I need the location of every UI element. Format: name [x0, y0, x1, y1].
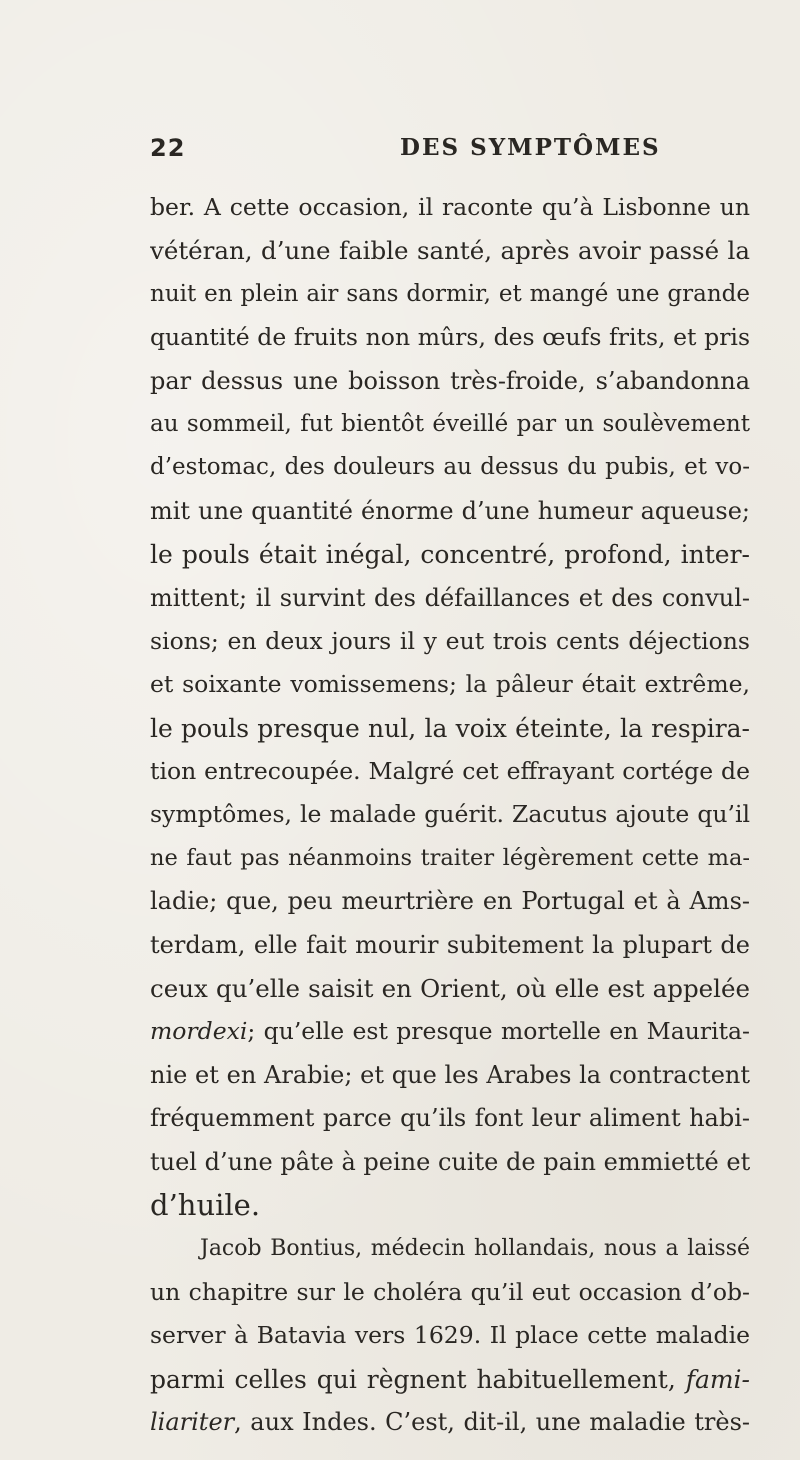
- text-line: terdam, elle fait mourir subitement la plupart de: [150, 930, 750, 959]
- italic-term: fami-: [685, 1364, 750, 1394]
- line-rest: ; qu’elle est presque mortelle en Maurita-: [247, 1017, 750, 1046]
- text-line: nie et en Arabie; et que les Arabes la contractent: [150, 1060, 750, 1089]
- text-line: [150, 1401, 750, 1444]
- running-head: DES SYMPTÔMES: [400, 134, 661, 161]
- text-line: mit une quantité énorme d’une humeur aqueuse;: [150, 496, 750, 525]
- text-line: tion entrecoupée. Malgré cet effrayant cortége de: [150, 757, 750, 786]
- italic-term: mordexi: [150, 1017, 248, 1046]
- body-text: [150, 186, 750, 1444]
- page-header: [150, 134, 750, 174]
- page-number: 22: [150, 134, 186, 162]
- text-line: au sommeil, fut bientôt éveillé par un soulèvement: [150, 410, 750, 437]
- text-line: [150, 1358, 750, 1401]
- text-line: ceux qu’elle saisit en Orient, où elle est appelée: [150, 974, 750, 1004]
- text-line: par dessus une boisson très-froide, s’abandonna: [150, 366, 750, 395]
- text-line: tuel d’une pâte à peine cuite de pain emmietté et: [150, 1147, 750, 1176]
- text-line: ne faut pas néanmoins traiter légèrement cette ma-: [150, 844, 750, 871]
- text-line: quantité de fruits non mûrs, des œufs frits, et pris: [150, 323, 750, 352]
- text-line: ladie; que, peu meurtrière en Portugal et à Ams-: [150, 887, 750, 916]
- text-line: fréquemment parce qu’ils font leur aliment habi-: [150, 1104, 750, 1133]
- text-line: vétéran, d’une faible santé, après avoir passé la: [150, 236, 750, 266]
- text-line: nuit en plein air sans dormir, et mangé une grande: [150, 280, 750, 307]
- line-start: parmi celles qui règnent habituellement,: [150, 1364, 686, 1394]
- text-line: le pouls était inégal, concentré, profond, inter-: [150, 540, 750, 570]
- text-line: un chapitre sur le choléra qu’il eut occasion d’ob-: [150, 1277, 750, 1306]
- paragraph-end-line: d’huile.: [150, 1187, 261, 1222]
- text-line: symptômes, le malade guérit. Zacutus ajoute qu’il: [150, 800, 750, 829]
- text-line: mittent; il survint des défaillances et des convul-: [150, 583, 750, 612]
- text-line: sions; en deux jours il y eut trois cents déjections: [150, 626, 750, 655]
- text-line: et soixante vomissemens; la pâleur était extrême,: [150, 670, 750, 699]
- text-line: d’estomac, des douleurs au dessus du pubis, et vo-: [150, 454, 750, 481]
- text-line: [150, 1010, 750, 1053]
- paragraph-start-line: Jacob Bontius, médecin hollandais, nous a laissé: [200, 1236, 750, 1262]
- line-rest: , aux Indes. C’est, dit-il, une maladie très-: [234, 1407, 750, 1436]
- text-line: server à Batavia vers 1629. Il place cette maladie: [150, 1321, 750, 1350]
- text-line: le pouls presque nul, la voix éteinte, la respira-: [150, 713, 750, 743]
- italic-term: liariter: [150, 1407, 235, 1436]
- text-line: ber. A cette occasion, il raconte qu’à Lisbonne un: [150, 193, 750, 221]
